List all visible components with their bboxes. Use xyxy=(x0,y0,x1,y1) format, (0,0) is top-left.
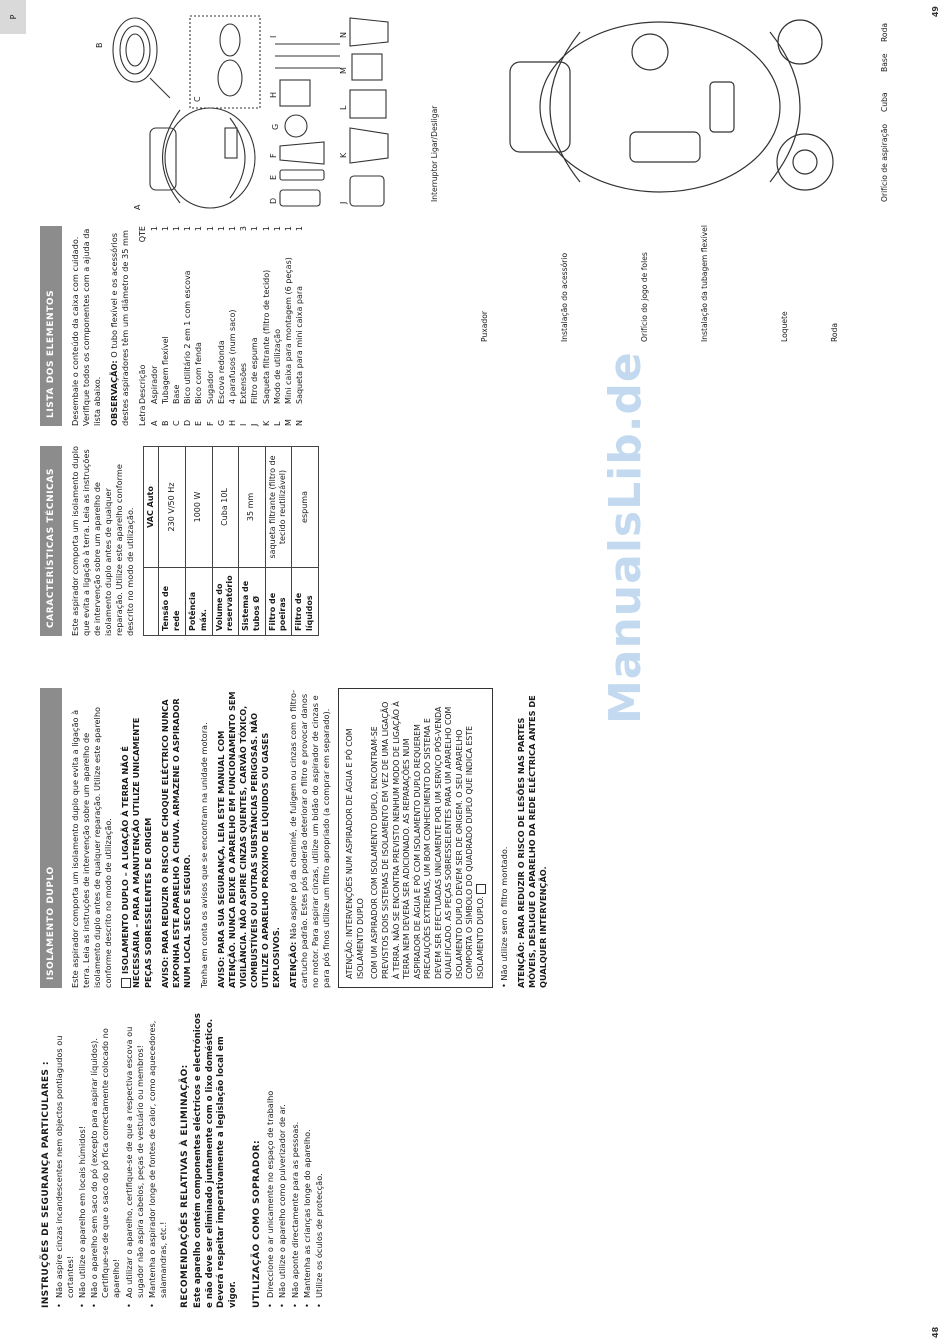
elements-column xyxy=(40,226,305,426)
filter-bag xyxy=(350,128,388,163)
specs-bar: CARACTERÍSTICAS TÉCNICAS xyxy=(40,446,62,636)
part-desc: Bico com fenda xyxy=(194,342,204,404)
fig-letter: L xyxy=(339,105,348,110)
safety-item: • Não utilize o aparelho em locais húmidos! xyxy=(77,1008,88,1308)
parts-header xyxy=(137,226,148,426)
base-edge xyxy=(770,32,800,182)
part-desc: Modo de utilização xyxy=(272,328,282,404)
suction-port xyxy=(632,34,668,70)
page-number-right: 49 xyxy=(931,6,940,18)
part-qty: 1 xyxy=(272,226,282,232)
double-square-icon xyxy=(476,884,486,894)
callout-tank: Cuba xyxy=(880,92,889,112)
elements-note xyxy=(109,226,131,426)
parts-row xyxy=(238,226,249,426)
part-desc: Saqueta filtrante (filtro de tecido) xyxy=(261,269,271,404)
mini-box-bag xyxy=(350,18,388,46)
spec-value: saqueta filtrante (filtro de tecido reutilizável) xyxy=(265,447,292,568)
vacuum-small-illustration xyxy=(150,108,255,208)
latch xyxy=(630,132,700,162)
utility-nozzle xyxy=(280,190,320,206)
fig-letter: K xyxy=(339,152,348,158)
part-letter: J xyxy=(250,423,260,426)
part-desc: Extensões xyxy=(239,362,249,404)
specs-header-row xyxy=(143,447,159,636)
fig-letter: H xyxy=(269,91,278,98)
spec-label: Potência máx. xyxy=(185,567,212,635)
tank-body xyxy=(540,22,780,192)
part-qty: 1 xyxy=(160,226,170,232)
parts-row xyxy=(249,226,260,426)
fig-letter: F xyxy=(269,153,278,158)
specs-column xyxy=(40,446,319,636)
specs-row xyxy=(185,447,212,636)
blower-item: • Não utilize o aparelho como pulverizador de ar. xyxy=(277,1008,288,1308)
safety-item: • Ao utilizar o aparelho, certifique-se de que a respectiva escova ou sugador não aspira cabelos, peças de vestuário ou membros! xyxy=(124,1008,146,1308)
part-desc: Sugador xyxy=(205,370,215,404)
parts-row xyxy=(283,226,294,426)
part-letter: B xyxy=(160,420,170,426)
parts-row xyxy=(205,226,216,426)
safety-item: • Não o aparelho sem saco do pó (excepto para aspirar líquidos). Certifique-se de que o saco do pó fica correctamente colocado no aparelho! xyxy=(89,1008,122,1308)
round-brush xyxy=(285,115,307,137)
part-desc: Filtro de espuma xyxy=(250,337,260,404)
elements-note-label: OBSERVAÇÃO: xyxy=(109,360,120,426)
callout-suction-port: Orifício de aspiração xyxy=(880,123,889,202)
part-desc: Aspirador xyxy=(149,365,159,404)
part-letter: E xyxy=(194,420,204,426)
fig-letter: C xyxy=(193,96,202,102)
notice-box-title: ATENÇÃO: INTERVENÇÕES NUM ASPIRADOR DE ÁGUA E PÓ COM ISOLAMENTO DUPLO xyxy=(345,728,365,979)
base-wheel xyxy=(220,24,240,56)
blower-item: • Não aponte directamente para as pessoas. xyxy=(290,1008,301,1308)
crevice-nozzle xyxy=(280,170,324,180)
part-letter: G xyxy=(216,419,226,426)
part-desc: Escova redonda xyxy=(216,340,226,404)
part-qty: 1 xyxy=(194,226,204,232)
wheel-left xyxy=(777,134,833,190)
part-desc: Base xyxy=(172,384,182,404)
insulation-checkbox-text: ISOLAMENTO DUPLO – A LIGAÇÃO À TERRA NÃO É NECESSÁRIA – PARA A MANUTENÇÃO UTILIZE UNICAMENTE PEÇAS SOBRESSELENTES DE ORIGEM xyxy=(120,717,153,988)
shock-warning: AVISO: PARA REDUZIR O RISCO DE CHOQUE ELÉCTRICO NUNCA EXPONHA ESTE APARELHO À CHUVA. ARMAZENE O ASPIRADOR NUM LOCAL SECO E SEGURO. xyxy=(159,698,192,988)
specs-row xyxy=(159,447,186,636)
insulation-notice-box xyxy=(338,688,493,988)
safety-list xyxy=(54,1008,169,1308)
safety-warning: AVISO: PARA SUA SEGURANÇA, LEIA ESTE MANUAL COM ATENÇÃO. NUNCA DEIXE O APARELHO EM FUNCIONAMENTO SEM VIGILÂNCIA. NÃO ASPIRE CINZAS QUENTES, CARVÃO TÓXICO, COMBUSTÍVEIS OU OUTRAS SUBSTÂNCIAS PERIGOSAS. NÃO UTILIZE O APARELHO PRÓXIMO DE LÍQUIDOS OU GASES EXPLOSIVOS. xyxy=(215,691,282,988)
part-qty: 1 xyxy=(250,226,260,232)
blower-item: • Direccione o ar unicamente no espaço de trabalho xyxy=(265,1008,276,1308)
watermark: ManualsLib.de xyxy=(600,351,651,724)
blower-item: • Mantenha as crianças longe do aparelho. xyxy=(302,1008,313,1308)
elements-note-text: O tubo flexível e os acessórios destes aspiradores têm um diâmetro de 35 mm xyxy=(109,230,131,426)
specs-row xyxy=(212,447,239,636)
spec-label: Tensão de rede xyxy=(159,567,186,635)
parts-row xyxy=(272,226,283,426)
mini-box xyxy=(352,54,382,80)
part-qty: 1 xyxy=(283,226,293,232)
disposal-title: RECOMENDAÇÕES RELATIVAS À ELIMINAÇÃO: xyxy=(179,1064,190,1308)
page-number-left: 48 xyxy=(931,1326,940,1338)
double-square-icon xyxy=(121,978,131,988)
fig-letter: I xyxy=(269,35,278,38)
part-letter: D xyxy=(183,419,193,426)
filter-note-line: • Não utilize sem o filtro montado. xyxy=(499,846,510,988)
safety-title: INSTRUÇÕES DE SEGURANÇA PARTICULARES : xyxy=(41,1061,51,1308)
insulation-column xyxy=(40,688,555,988)
safety-item: • Mantenha o aspirador longe de fontes de calor, como aquecedores, salamandras, etc.! xyxy=(147,1008,169,1308)
safety-item: • Não aspire cinzas incandescentes nem objectos pontiagudos ou cortantes! xyxy=(54,1008,76,1308)
part-qty: 1 xyxy=(183,226,193,232)
spec-label: Filtro de poeiras xyxy=(265,567,292,635)
fig-letter: M xyxy=(339,67,348,74)
base-wheel xyxy=(218,60,242,96)
callout-base: Base xyxy=(880,53,889,72)
callout-wheel-right: Roda xyxy=(880,22,889,42)
callout-wheel-left: Roda xyxy=(830,322,839,342)
manual-booklet xyxy=(350,90,386,118)
fig-letter: N xyxy=(339,32,348,38)
hose-socket xyxy=(710,82,734,132)
spec-label: Sistema de tubos Ø xyxy=(239,567,266,635)
specs-intro: Este aspirador comporta um isolamento duplo que evita a ligação à terra. Leia as instruções de intervenção sobre um aparelho de isolamento duplo antes de qualquer reparação. Utilize este aparelho conforme descrito no modo de utilização. xyxy=(70,446,136,636)
suction-nozzle xyxy=(280,142,324,164)
parts-header-qty: QTE xyxy=(138,226,148,243)
part-qty: 1 xyxy=(172,226,182,232)
part-qty: 1 xyxy=(205,226,215,232)
part-letter: C xyxy=(172,420,182,426)
parts-row xyxy=(182,226,193,426)
motor-head xyxy=(550,32,580,182)
part-desc: 4 parafusos (num saco) xyxy=(227,309,237,404)
notice-box-body: COM UM ASPIRADOR COM ISOLAMENTO DUPLO, ENCONTRAM-SE PREVISTOS DOIS SISTEMAS DE ISOLAMENTO EM VEZ DE UMA LIGAÇÃO À TERRA. NÃO SE ENCONTRA PREVISTO NENHUM MODO DE LIGAÇÃO À TERRA NEM DEVERÁ SER ADICIONADO. AS REPARAÇÕES NUM ASPIRADOR DE ÁGUA E PÓ COM ISOLAMENTO DUPLO REQUEREM PRECAUÇÕES EXTREMAS, UM BOM CONHECIMENTO DO SISTEMA E DEVEM SER EFECTUADAS UNICAMENTE POR UM SERVIÇO PÓS-VENDA QUALIFICADO. AS PEÇAS SOBRESSELENTES PARA UM APARELHO COM ISOLAMENTO DUPLO DEVEM SER DE ORIGEM. O SEU APARELHO COMPORTA O SÍMBOLO DO QUADRADO DUPLO QUE INDICA ESTE ISOLAMENTO DUPLO. xyxy=(370,701,485,979)
insulation-intro: Este aspirador comporta um isolamento duplo que evita a ligação à terra. Leia as instruções de intervenção sobre um aparelho de isolamento duplo antes de qualquer reparação. Utilize este aparelho conforme descrito no modo de utilização. xyxy=(70,706,114,988)
parts-row xyxy=(171,226,182,426)
foam-filter xyxy=(350,176,384,206)
specs-header-empty xyxy=(143,567,159,635)
specs-row xyxy=(265,447,292,636)
callout-handle: Puxador xyxy=(480,311,489,342)
parts-row xyxy=(149,226,160,426)
part-desc: Bico utilitário 2 em 1 com escova xyxy=(183,270,193,404)
spec-label: Filtro de líquidos xyxy=(292,567,319,635)
spec-value: 35 mm xyxy=(239,447,266,568)
screws-bag xyxy=(280,80,310,106)
attention-para xyxy=(288,688,332,988)
parts-row xyxy=(160,226,171,426)
part-letter: L xyxy=(272,421,282,426)
hose-coil-illustration xyxy=(113,18,170,98)
part-qty: 1 xyxy=(295,226,305,232)
insulation-bar: ISOLAMENTO DUPLO xyxy=(40,688,62,988)
insulation-checkbox-line xyxy=(120,688,153,988)
filter-note: Não utilize sem o filtro montado. xyxy=(499,846,510,981)
spec-value: 230 V/50 Hz xyxy=(159,447,186,568)
part-letter: F xyxy=(205,421,215,426)
part-letter: A xyxy=(149,420,159,426)
disposal-text: Este aparelho contém componentes eléctricos e electrónicos e não deve ser eliminado juntamente com o lixo doméstico. Deverá respeitar imperativamente a legislação local em vigor. xyxy=(192,1013,238,1308)
specs-table xyxy=(143,446,319,636)
motor-note: Tenha em conta os avisos que se encontram na unidade motora. xyxy=(198,722,209,988)
parts-row xyxy=(227,226,238,426)
attention-text: Não aspire pó da chaminé, de fuligem ou cinzas com o filtro-cartucho padrão. Estes pós poderão deteriorar o filtro e provocar danos no motor. Para aspirar cinzas, utilize um bidão do aspirador de cinzas e para pós finos utilize um filtro apropriado (a comprar em separado). xyxy=(288,689,332,988)
part-letter: M xyxy=(283,419,293,426)
part-qty: 3 xyxy=(239,226,249,232)
part-desc: Tubagem flexível xyxy=(160,336,170,404)
elements-bar: LISTA DOS ELEMENTOS xyxy=(40,226,62,426)
parts-list xyxy=(137,226,305,426)
spec-value: espuma xyxy=(292,447,319,568)
fig-letter: D xyxy=(269,197,278,204)
parts-header-desc: Descrição xyxy=(138,364,148,404)
elements-intro: Desembale o conteúdo da caixa com cuidado. Verifique todos os componentes com a ajuda da lista abaixo. xyxy=(70,228,103,426)
fig-letter: E xyxy=(269,174,278,180)
specs-model: VAC Auto xyxy=(143,447,159,568)
parts-row xyxy=(294,226,305,426)
vacuum-diagram xyxy=(450,12,870,202)
wheel-left-hub xyxy=(793,150,817,174)
callout-latch: Loquete xyxy=(780,311,789,342)
parts-figure xyxy=(40,8,440,218)
callout-hose-install: Instalação da tubagem flexível xyxy=(700,225,709,342)
part-letter: N xyxy=(295,420,305,426)
parts-header-letter: Letra xyxy=(138,405,148,426)
fig-letter: B xyxy=(95,42,104,48)
part-letter: H xyxy=(227,419,237,426)
part-qty: 1 xyxy=(216,226,226,232)
parts-row xyxy=(261,226,272,426)
spec-label: Volume do reservatório xyxy=(212,567,239,635)
fig-letter: A xyxy=(133,204,142,210)
part-desc: Saqueta para mini caixa para xyxy=(295,285,305,404)
fig-letter: G xyxy=(271,123,280,130)
part-qty: 1 xyxy=(149,226,159,232)
language-tab: P xyxy=(0,0,26,34)
callout-bellows: Orifício do jogo de foles xyxy=(640,252,649,342)
part-letter: I xyxy=(239,423,249,426)
blower-title: UTILIZAÇÃO COMO SOPRADOR: xyxy=(252,1140,263,1308)
callout-accessory: Instalação do acessório xyxy=(560,252,569,342)
fig-letter: J xyxy=(339,201,348,204)
specs-row xyxy=(239,447,266,636)
part-qty: 1 xyxy=(227,226,237,232)
blower-list xyxy=(265,1008,324,1308)
part-letter: K xyxy=(261,420,271,426)
wheel-right xyxy=(778,20,822,64)
spec-value: 1000 W xyxy=(185,447,212,568)
page-48 xyxy=(0,672,950,1344)
safety-column xyxy=(40,1008,335,1308)
part-desc: Mini caixa para montagem (6 peças) xyxy=(283,257,293,404)
blower-item: • Utilize os óculos de protecção. xyxy=(314,1008,325,1308)
final-warning: ATENÇÃO: PARA REDUZIR O RISCO DE LESÕES NAS PARTES MÓVEIS, DESLIGUE O APARELHO DA REDE ELÉCTRICA ANTES DE QUALQUER INTERVENÇÃO. xyxy=(516,695,549,988)
attention-label: ATENÇÃO: xyxy=(288,941,299,988)
parts-row xyxy=(216,226,227,426)
specs-row xyxy=(292,447,319,636)
notice-box-text xyxy=(370,697,486,979)
parts-row xyxy=(193,226,204,426)
part-qty: 1 xyxy=(261,226,271,232)
spec-value: Cuba 10L xyxy=(212,447,239,568)
callout-switch: Interruptor Ligar/Desligar xyxy=(430,105,439,202)
